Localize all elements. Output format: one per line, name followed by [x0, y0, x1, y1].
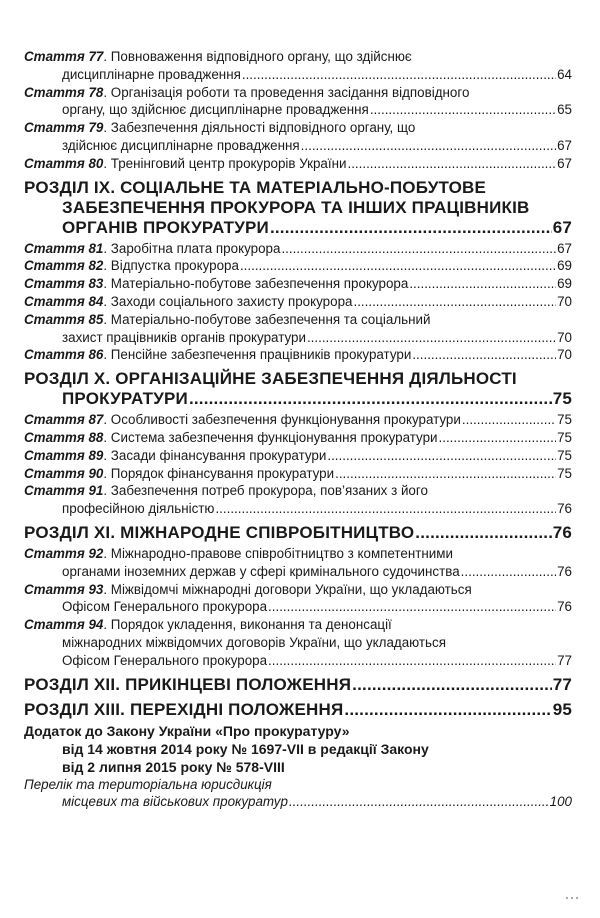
page-number: 67: [557, 155, 572, 171]
entry-title: РОЗДІЛ XI. МІЖНАРОДНЕ СПІВРОБІТНИЦТВО: [24, 522, 415, 542]
toc-line: [24, 581, 572, 599]
article-number: Стаття 83: [24, 276, 104, 292]
toc-line: [24, 275, 572, 293]
toc-article: [24, 346, 572, 364]
entry-title: міжнародних міжвідомчих договорів України, що укладаються: [62, 634, 446, 650]
entry-title: ПРОКУРАТУРИ: [62, 389, 188, 409]
toc-section: [24, 700, 572, 720]
separator: .: [103, 581, 111, 597]
toc-line: [24, 84, 572, 102]
page-number: 65: [557, 102, 572, 118]
article-number: Стаття 79: [24, 120, 104, 136]
article-number: Стаття 91: [24, 483, 104, 499]
separator: .: [103, 120, 111, 136]
separator: .: [103, 347, 111, 363]
dot-leader: [189, 389, 552, 409]
separator: .: [103, 429, 111, 445]
page-number: 69: [557, 276, 572, 292]
toc-line: [24, 329, 572, 347]
separator: .: [103, 276, 111, 292]
toc-article: [24, 545, 572, 581]
article-number: Стаття 93: [24, 581, 104, 597]
page-number: 75: [557, 429, 572, 445]
separator: .: [103, 483, 111, 499]
article-number: Стаття 86: [24, 347, 104, 363]
article-number: Стаття 94: [24, 617, 104, 633]
page-number: 67: [557, 240, 572, 256]
page-number: 77: [552, 674, 572, 694]
toc-line: [24, 429, 572, 447]
entry-title: Міжвідомчі міжнародні договори України, що укладаються: [110, 581, 472, 597]
toc-article: [24, 257, 572, 275]
page-number: 76: [557, 563, 572, 579]
dot-leader: [347, 155, 556, 173]
page-number: 75: [552, 389, 572, 409]
toc-line: [24, 369, 572, 389]
entry-title: ОРГАНІВ ПРОКУРАТУРИ: [62, 217, 269, 237]
toc-article: [24, 311, 572, 347]
toc-article: [24, 581, 572, 617]
article-number: Стаття 85: [24, 311, 104, 327]
toc-line: [24, 66, 572, 84]
toc-article: [24, 429, 572, 447]
article-number: Стаття 92: [24, 545, 104, 561]
dot-leader: [240, 257, 556, 275]
toc-line: [24, 198, 572, 218]
toc-line: [24, 598, 572, 616]
toc-line: [24, 311, 572, 329]
article-number: Стаття 84: [24, 293, 104, 309]
toc-section: [24, 675, 572, 695]
toc-line: [24, 545, 572, 563]
entry-title: Матеріально-побутове забезпечення прокурора: [110, 276, 409, 292]
entry-title: Тренінговий центр прокурорів України: [110, 155, 347, 171]
separator: .: [103, 293, 111, 309]
toc-article: [24, 411, 572, 429]
entry-title: РОЗДІЛ XII. ПРИКІНЦЕВІ ПОЛОЖЕННЯ: [24, 674, 352, 694]
toc-line: [24, 563, 572, 581]
entry-title: Додаток до Закону України «Про прокуратуру»: [24, 722, 350, 739]
page-number-mark: [566, 889, 584, 897]
toc-line: [24, 240, 572, 258]
toc-appendix: [24, 722, 572, 776]
toc-line: [24, 137, 572, 155]
page-number: 70: [557, 347, 572, 363]
entry-title: РОЗДІЛ XIII. ПЕРЕХІДНІ ПОЛОЖЕННЯ: [24, 699, 344, 719]
toc-line: [24, 758, 572, 776]
separator: .: [103, 240, 111, 256]
toc-line: [24, 346, 572, 364]
toc-line: [24, 675, 572, 695]
page-number: 75: [557, 412, 572, 428]
toc-line: [24, 178, 572, 198]
toc-section: [24, 523, 572, 543]
entry-title: захист працівників органів прокуратури: [62, 329, 306, 345]
dot-leader: [439, 429, 557, 447]
dot-leader: [461, 563, 556, 581]
table-of-contents: [24, 48, 572, 811]
entry-title: РОЗДІЛ X. ОРГАНІЗАЦІЙНЕ ЗАБЕЗПЕЧЕННЯ ДІЯЛЬНОСТІ: [24, 369, 517, 389]
page-number: 70: [557, 293, 572, 309]
entry-title: професійною діяльністю: [62, 501, 215, 517]
entry-title: Перелік та територіальна юрисдикція: [24, 776, 272, 792]
entry-title: дисциплінарне провадження: [62, 66, 241, 82]
toc-section: [24, 369, 572, 409]
dot-leader: [370, 101, 556, 119]
dot-leader: [415, 523, 551, 543]
article-number: Стаття 77: [24, 49, 104, 64]
entry-title: органу, що здійснює дисциплінарне провадження: [62, 102, 369, 118]
article-number: Стаття 78: [24, 84, 104, 100]
dot-leader: [301, 137, 556, 155]
entry-title: Порядок фінансування прокуратури: [110, 465, 335, 481]
entry-title: від 14 жовтня 2014 року № 1697-VII в редакції Закону: [62, 740, 429, 757]
toc-article: [24, 447, 572, 465]
dot-leader: [268, 598, 556, 616]
separator: .: [103, 311, 111, 327]
dot-leader: [327, 447, 556, 465]
separator: .: [103, 49, 111, 64]
separator: .: [103, 258, 111, 274]
page-number: 76: [557, 501, 572, 517]
separator: .: [103, 447, 111, 463]
entry-title: здійснює дисциплінарне провадження: [62, 137, 300, 153]
dot-leader: [352, 675, 552, 695]
entry-title: РОЗДІЛ ІХ. СОЦІАЛЬНЕ ТА МАТЕРІАЛЬНО-ПОБУТОВЕ: [24, 177, 487, 197]
dot-leader: [353, 293, 556, 311]
separator: .: [103, 617, 111, 633]
dot-leader: [242, 66, 556, 84]
article-number: Стаття 80: [24, 155, 104, 171]
dot-leader: [268, 652, 556, 670]
article-number: Стаття 89: [24, 447, 104, 463]
article-number: Стаття 82: [24, 258, 104, 274]
entry-title: Організація роботи та проведення засідання відповідного: [110, 84, 470, 100]
entry-title: Пенсійне забезпечення працівників прокуратури: [110, 347, 412, 363]
toc-line: [24, 218, 572, 238]
entry-title: від 2 липня 2015 року № 578-VIII: [62, 758, 285, 775]
entry-title: Забезпечення діяльності відповідного органу, що: [110, 120, 416, 136]
toc-line: [24, 740, 572, 758]
dot-leader: [215, 500, 556, 518]
toc-line: [24, 293, 572, 311]
page-number: 69: [557, 258, 572, 274]
entry-title: Заробітна плата прокурора: [110, 240, 281, 256]
separator: .: [103, 84, 111, 100]
dot-leader: [307, 329, 556, 347]
toc-line: [24, 257, 572, 275]
separator: .: [103, 412, 111, 428]
toc-article: [24, 275, 572, 293]
toc-line: [24, 48, 572, 66]
page-number: 76: [552, 522, 572, 542]
toc-line: [24, 700, 572, 720]
entry-title: Міжнародно-правове співробітництво з компетентними: [110, 545, 453, 561]
toc-line: [24, 465, 572, 483]
entry-title: Повноваження відповідного органу, що здійснює: [110, 49, 412, 64]
toc-line: [24, 119, 572, 137]
article-number: Стаття 90: [24, 465, 104, 481]
page-number: 95: [552, 699, 572, 719]
article-number: Стаття 87: [24, 412, 104, 428]
toc-line: [24, 634, 572, 652]
toc-line: [24, 500, 572, 518]
article-number: Стаття 88: [24, 429, 104, 445]
page-number: 77: [557, 652, 572, 668]
entry-title: Офісом Генерального прокурора: [62, 599, 268, 615]
entry-title: Особливості забезпечення функціонування прокуратури: [110, 412, 461, 428]
entry-title: ЗАБЕЗПЕЧЕННЯ ПРОКУРОРА ТА ІНШИХ ПРАЦІВНИКІВ: [62, 197, 530, 217]
entry-title: Заходи соціального захисту прокурора: [110, 293, 353, 309]
separator: .: [103, 155, 111, 171]
toc-line: [24, 776, 572, 794]
entry-title: Відпустка прокурора: [110, 258, 239, 274]
dot-leader: [335, 465, 556, 483]
dot-leader: [409, 275, 556, 293]
toc-line: [24, 447, 572, 465]
toc-line: [24, 793, 572, 811]
separator: .: [103, 465, 111, 481]
toc-line: [24, 523, 572, 543]
page-number: 67: [552, 217, 572, 237]
toc-article: [24, 465, 572, 483]
toc-line: [24, 411, 572, 429]
page-number: 75: [557, 465, 572, 481]
page-number: 100: [549, 794, 572, 810]
toc-article: [24, 616, 572, 669]
entry-title: Офісом Генерального прокурора: [62, 652, 268, 668]
entry-title: Матеріально-побутове забезпечення та соціальний: [110, 311, 431, 327]
toc-article: [24, 155, 572, 173]
entry-title: Забезпечення потреб прокурора, пов’язаних з його: [110, 483, 428, 499]
toc-section: [24, 178, 572, 238]
page-number: 75: [557, 447, 572, 463]
entry-title: Порядок укладення, виконання та денонсації: [110, 617, 392, 633]
toc-line: [24, 722, 572, 740]
toc-article: [24, 482, 572, 518]
article-number: Стаття 81: [24, 240, 104, 256]
page-number: 76: [557, 599, 572, 615]
dot-leader: [412, 346, 556, 364]
page-number: 70: [557, 329, 572, 345]
toc-article: [24, 240, 572, 258]
entry-title: органами іноземних держав у сфері кримінального судочинства: [62, 563, 460, 579]
toc-line: [24, 482, 572, 500]
toc-line: [24, 652, 572, 670]
toc-line: [24, 389, 572, 409]
toc-article: [24, 119, 572, 155]
dot-leader: [462, 411, 556, 429]
toc-list-entry: [24, 776, 572, 812]
toc-line: [24, 155, 572, 173]
page-number: 64: [557, 66, 572, 82]
page-number: 67: [557, 137, 572, 153]
toc-article: [24, 84, 572, 120]
entry-title: Система забезпечення функціонування прокуратури: [110, 429, 438, 445]
dot-leader: [281, 240, 556, 258]
toc-line: [24, 101, 572, 119]
dot-leader: [289, 793, 549, 811]
toc-article: [24, 48, 572, 84]
dot-leader: [270, 218, 552, 238]
toc-article: [24, 293, 572, 311]
toc-line: [24, 616, 572, 634]
dot-leader: [344, 700, 551, 720]
separator: .: [103, 545, 111, 561]
entry-title: місцевих та військових прокуратур: [62, 794, 288, 810]
entry-title: Засади фінансування прокуратури: [110, 447, 327, 463]
